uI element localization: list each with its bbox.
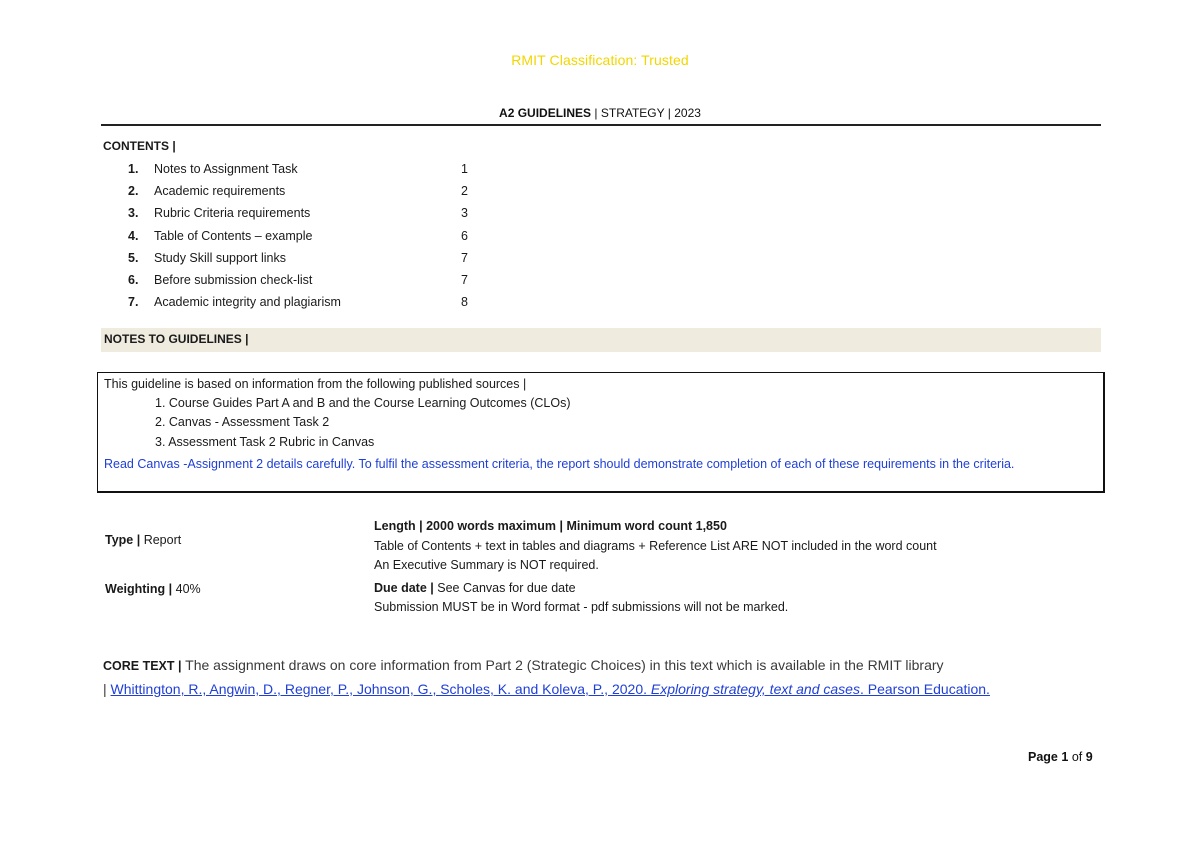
- toc-item-page: 3: [461, 206, 468, 221]
- toc-item[interactable]: [125, 227, 485, 249]
- toc-item-number: 5.: [128, 250, 139, 265]
- page-number: [1028, 750, 1093, 764]
- reference-publisher: . Pearson Education.: [859, 681, 990, 697]
- toc-item-number: 4.: [128, 228, 139, 243]
- toc-item-page: 8: [461, 295, 468, 310]
- sources-intro: This guideline is based on information from the following published sources |: [104, 377, 527, 391]
- core-text-label: CORE TEXT |: [103, 659, 182, 673]
- type-value: Report: [143, 533, 182, 547]
- toc-item-number: 1.: [128, 162, 139, 176]
- page-current: 1: [1061, 750, 1069, 764]
- title-separator-2: |: [667, 106, 671, 120]
- source-item: 1. Course Guides Part A and B and the Course Learning Outcomes (CLOs): [155, 396, 571, 410]
- title-separator-1: |: [594, 106, 598, 120]
- document-title: [0, 106, 1200, 120]
- due-date-field: [374, 581, 576, 595]
- weighting-value: 40%: [175, 582, 201, 596]
- toc-item-label: Academic requirements: [154, 184, 286, 199]
- reference-link[interactable]: [111, 681, 990, 697]
- toc-item-page: 1: [461, 162, 468, 176]
- toc-item-page: 7: [461, 272, 468, 287]
- sources-box: [97, 372, 1105, 493]
- submission-note: Submission MUST be in Word format - pdf submissions will not be marked.: [374, 600, 789, 614]
- doc-code: A2 GUIDELINES: [499, 106, 592, 120]
- toc-item-page: 2: [461, 184, 468, 199]
- toc-item-number: 3.: [128, 206, 139, 221]
- instruction-note: Read Canvas -Assignment 2 details carefully. To fulfil the assessment criteria, the report should demonstrate completion of each of these requirements in the criteria.: [104, 457, 1015, 471]
- exec-summary-note: An Executive Summary is NOT required.: [374, 558, 599, 572]
- toc-item-label: Study Skill support links: [154, 250, 287, 265]
- toc-item-label: Notes to Assignment Task: [154, 162, 298, 176]
- toc-item-number: 7.: [128, 295, 139, 310]
- toc-item[interactable]: [125, 160, 485, 182]
- toc-item[interactable]: [125, 293, 485, 315]
- page-total: 9: [1085, 750, 1093, 764]
- notes-heading: NOTES TO GUIDELINES |: [104, 332, 249, 346]
- toc-item-label: Rubric Criteria requirements: [154, 206, 311, 221]
- toc-item-label: Table of Contents – example: [154, 228, 313, 243]
- weighting-field: [105, 582, 201, 596]
- reference-prefix: |: [103, 681, 111, 697]
- toc-item-number: 6.: [128, 272, 139, 287]
- source-item: 3. Assessment Task 2 Rubric in Canvas: [155, 435, 375, 449]
- core-text-block: [103, 654, 1093, 701]
- type-label: Type |: [105, 533, 141, 547]
- length-field: [374, 519, 727, 533]
- length-note: Table of Contents + text in tables and diagrams + Reference List ARE NOT included in the word count: [374, 539, 937, 553]
- toc-item[interactable]: [125, 271, 485, 293]
- toc-item-page: 7: [461, 250, 468, 265]
- classification-label: RMIT Classification: Trusted: [511, 52, 689, 68]
- toc-item-number: 2.: [128, 184, 139, 199]
- toc-item[interactable]: [125, 249, 485, 271]
- table-of-contents: [125, 160, 485, 315]
- page-word: Page: [1028, 750, 1058, 764]
- toc-item-label: Academic integrity and plagiarism: [154, 295, 341, 310]
- due-date-value: See Canvas for due date: [437, 581, 576, 595]
- contents-heading: CONTENTS |: [103, 139, 176, 153]
- toc-item-label: Before submission check-list: [154, 272, 313, 287]
- of-word: of: [1071, 750, 1083, 764]
- type-field: [105, 533, 181, 547]
- notes-section-bar: [101, 328, 1101, 352]
- reference-authors: Whittington, R., Angwin, D., Regner, P., Johnson, G., Scholes, K. and Koleva, P., 2020.: [110, 681, 647, 697]
- year: 2023: [674, 106, 701, 120]
- source-item: 2. Canvas - Assessment Task 2: [155, 415, 330, 429]
- due-date-label: Due date |: [374, 581, 434, 595]
- toc-item-page: 6: [461, 228, 468, 243]
- length-label: Length | 2000 words maximum | Minimum word count 1,850: [374, 519, 727, 533]
- title-divider: [101, 124, 1101, 126]
- reference-title: Exploring strategy, text and cases: [650, 681, 860, 697]
- toc-item[interactable]: [125, 204, 485, 226]
- toc-item[interactable]: [125, 182, 485, 204]
- weighting-label: Weighting |: [105, 582, 173, 596]
- core-text-description: The assignment draws on core information from Part 2 (Strategic Choices) in this text which is available in the RMIT library: [185, 657, 944, 673]
- course-name: STRATEGY: [600, 106, 665, 120]
